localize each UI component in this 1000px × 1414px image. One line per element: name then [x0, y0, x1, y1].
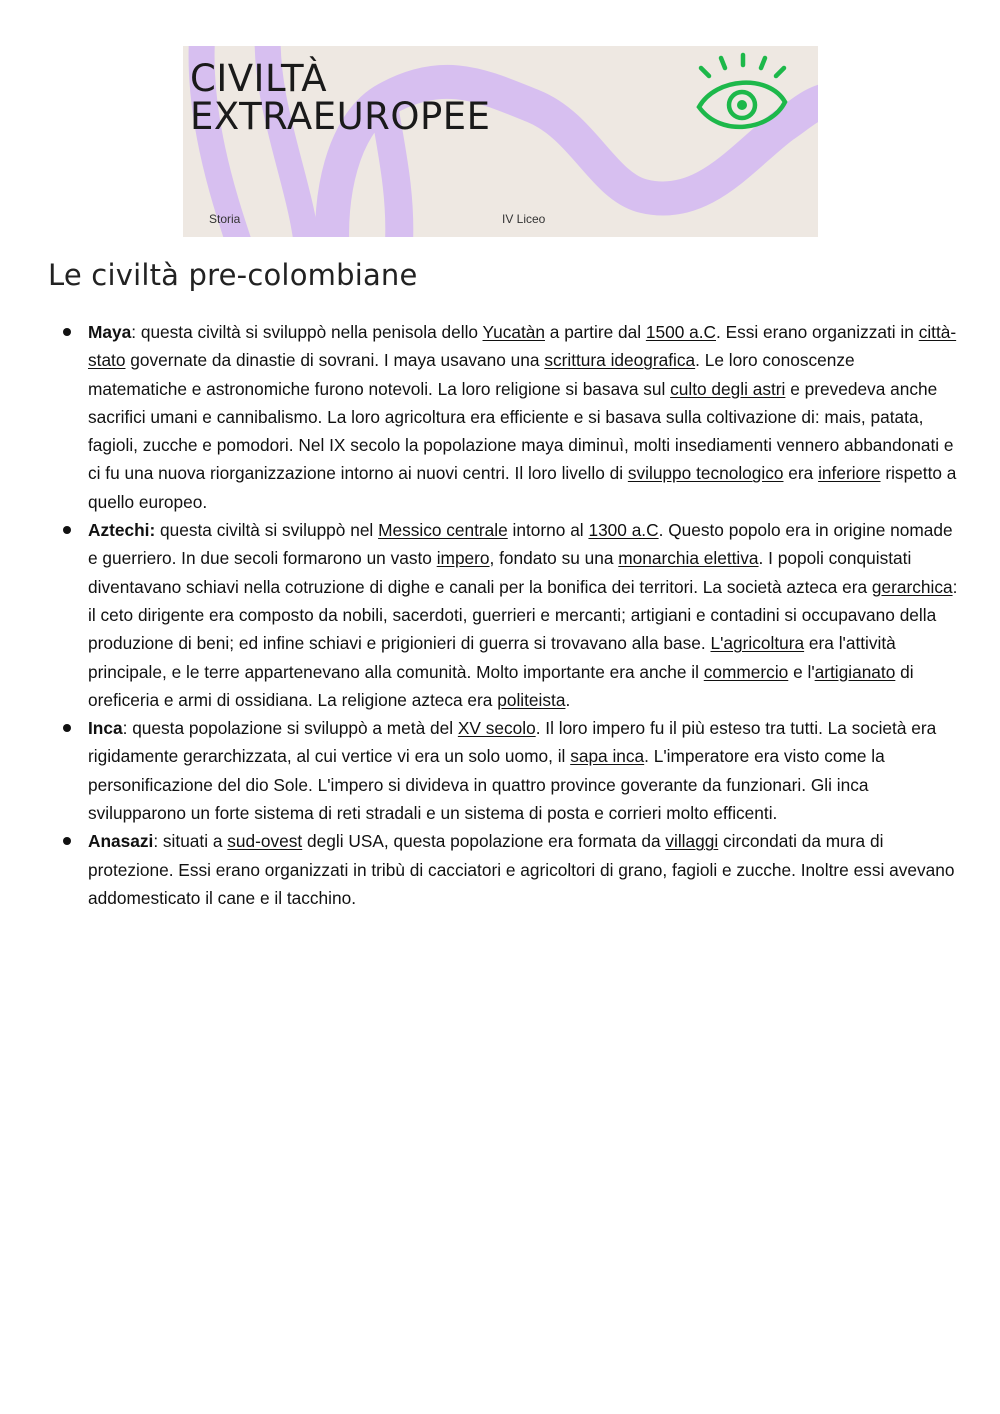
civilization-name: Maya — [88, 322, 132, 342]
banner-title — [190, 57, 491, 138]
civilization-name: Anasazi — [88, 831, 154, 852]
underlined-term: XV secolo — [457, 718, 536, 739]
underlined-term: impero — [436, 548, 490, 569]
underlined-term: 1500 a.C — [645, 322, 716, 342]
civilization-name: Aztechi: — [88, 520, 156, 541]
header-banner — [183, 46, 818, 237]
underlined-term: Yucatàn — [482, 322, 545, 342]
text-segment: : questa civiltà si sviluppò nella penisola dello — [131, 322, 483, 342]
text-segment: . Essi erano organizzati in — [716, 322, 919, 342]
content-body — [48, 318, 958, 912]
text-segment: . L'imperatore era visto come la personificazione del dio Sole. L'impero si divideva in quattro province goverante da funzionari. Gli inca svilupparono un forte sistema di reti stradali e un sistema di posta e corrieri molto efficenti. — [88, 746, 885, 824]
underlined-term: scrittura ideografica — [544, 350, 696, 371]
underlined-term: L'agricoltura — [710, 633, 805, 654]
eye-icon — [691, 52, 791, 142]
text-segment: governate da dinastie di sovrani. I maya usavano una — [125, 350, 545, 371]
underlined-term: città-stato — [88, 322, 957, 371]
list-item — [48, 516, 958, 714]
text-segment: e l' — [788, 661, 815, 682]
text-segment: degli USA, questa popolazione era formata da — [302, 831, 666, 852]
underlined-term: culto degli astri — [670, 378, 786, 399]
grade-label: IV Liceo — [502, 212, 546, 226]
list-item — [48, 827, 958, 912]
text-segment: . I popoli conquistati diventavano schiavi nella cotruzione di dighe e canali per la bonifica dei territori. La società azteca era — [88, 548, 912, 597]
underlined-term: commercio — [703, 661, 789, 682]
underlined-term: monarchia elettiva — [618, 548, 759, 569]
subject-label: Storia — [209, 212, 241, 226]
list-item — [48, 714, 958, 827]
banner-title-line2: EXTRAEUROPEE — [190, 95, 491, 138]
underlined-term: 1300 a.C — [588, 520, 659, 541]
text-segment: era — [783, 463, 819, 484]
text-segment: era l'attività principale, e le terre appartenevano alla comunità. Molto importante era anche il — [88, 633, 896, 682]
underlined-term: artigianato — [814, 661, 896, 682]
underlined-term: gerarchica — [871, 576, 953, 597]
banner-title-line1: CIVILTÀ — [190, 57, 328, 100]
list-item — [48, 318, 958, 516]
underlined-term: villaggi — [665, 831, 719, 852]
underlined-term: sviluppo tecnologico — [627, 463, 784, 484]
underlined-term: inferiore — [818, 463, 881, 484]
text-segment: . Questo popolo era in origine nomade e guerriero. In due secoli formarono un vasto — [88, 520, 953, 569]
text-segment: di oreficeria e armi di ossidiana. La religione azteca era — [88, 661, 914, 710]
text-segment: questa civiltà si sviluppò nel — [155, 520, 379, 541]
text-segment: : questa popolazione si sviluppò a metà del — [122, 718, 458, 739]
text-segment: . — [565, 689, 571, 710]
text-segment: rispetto a quello europeo. — [88, 463, 957, 512]
underlined-term: politeista — [497, 689, 566, 710]
text-segment: e prevedeva anche sacrifici umani e cannibalismo. La loro agricoltura era efficiente e si basava sulla coltivazione di: mais, patata, fagioli, zucche e pomodori. Nel IX secolo la popolazione maya diminuì, molti insediamenti vennero abbandonati e ci fu una nuova riorganizzazione intorno ai nuovi centri. Il loro livello di — [88, 378, 954, 484]
text-segment: , fondato su una — [489, 548, 619, 569]
text-segment: : situati a — [153, 831, 228, 852]
text-segment: . Le loro conoscenze matematiche e astronomiche furono notevoli. La loro religione si basava sul — [88, 350, 855, 399]
civilization-name: Inca — [88, 718, 123, 739]
section-heading: Le civiltà pre-colombiane — [48, 258, 418, 292]
underlined-term: sud-ovest — [227, 831, 303, 852]
underlined-term: Messico centrale — [378, 520, 508, 541]
text-segment: : il ceto dirigente era composto da nobili, sacerdoti, guerrieri e mercanti; artigiani e contadini si occupavano della produzione di beni; ed infine schiavi e prigionieri di guerra si trovavano alla base. — [88, 576, 958, 654]
underlined-term: sapa inca — [570, 746, 645, 767]
text-segment: a partire dal — [544, 322, 646, 342]
text-segment: circondati da mura di protezione. Essi erano organizzati in tribù di cacciatori e agricoltori di grano, fagioli e zucche. Inoltre essi avevano addomesticato il cane e il tacchino. — [88, 831, 955, 908]
civilizations-list — [48, 318, 958, 912]
text-segment: intorno al — [507, 520, 589, 541]
text-segment: . Il loro impero fu il più esteso tra tutti. La società era rigidamente gerarchizzata, al cui vertice vi era un solo uomo, il — [88, 718, 937, 767]
